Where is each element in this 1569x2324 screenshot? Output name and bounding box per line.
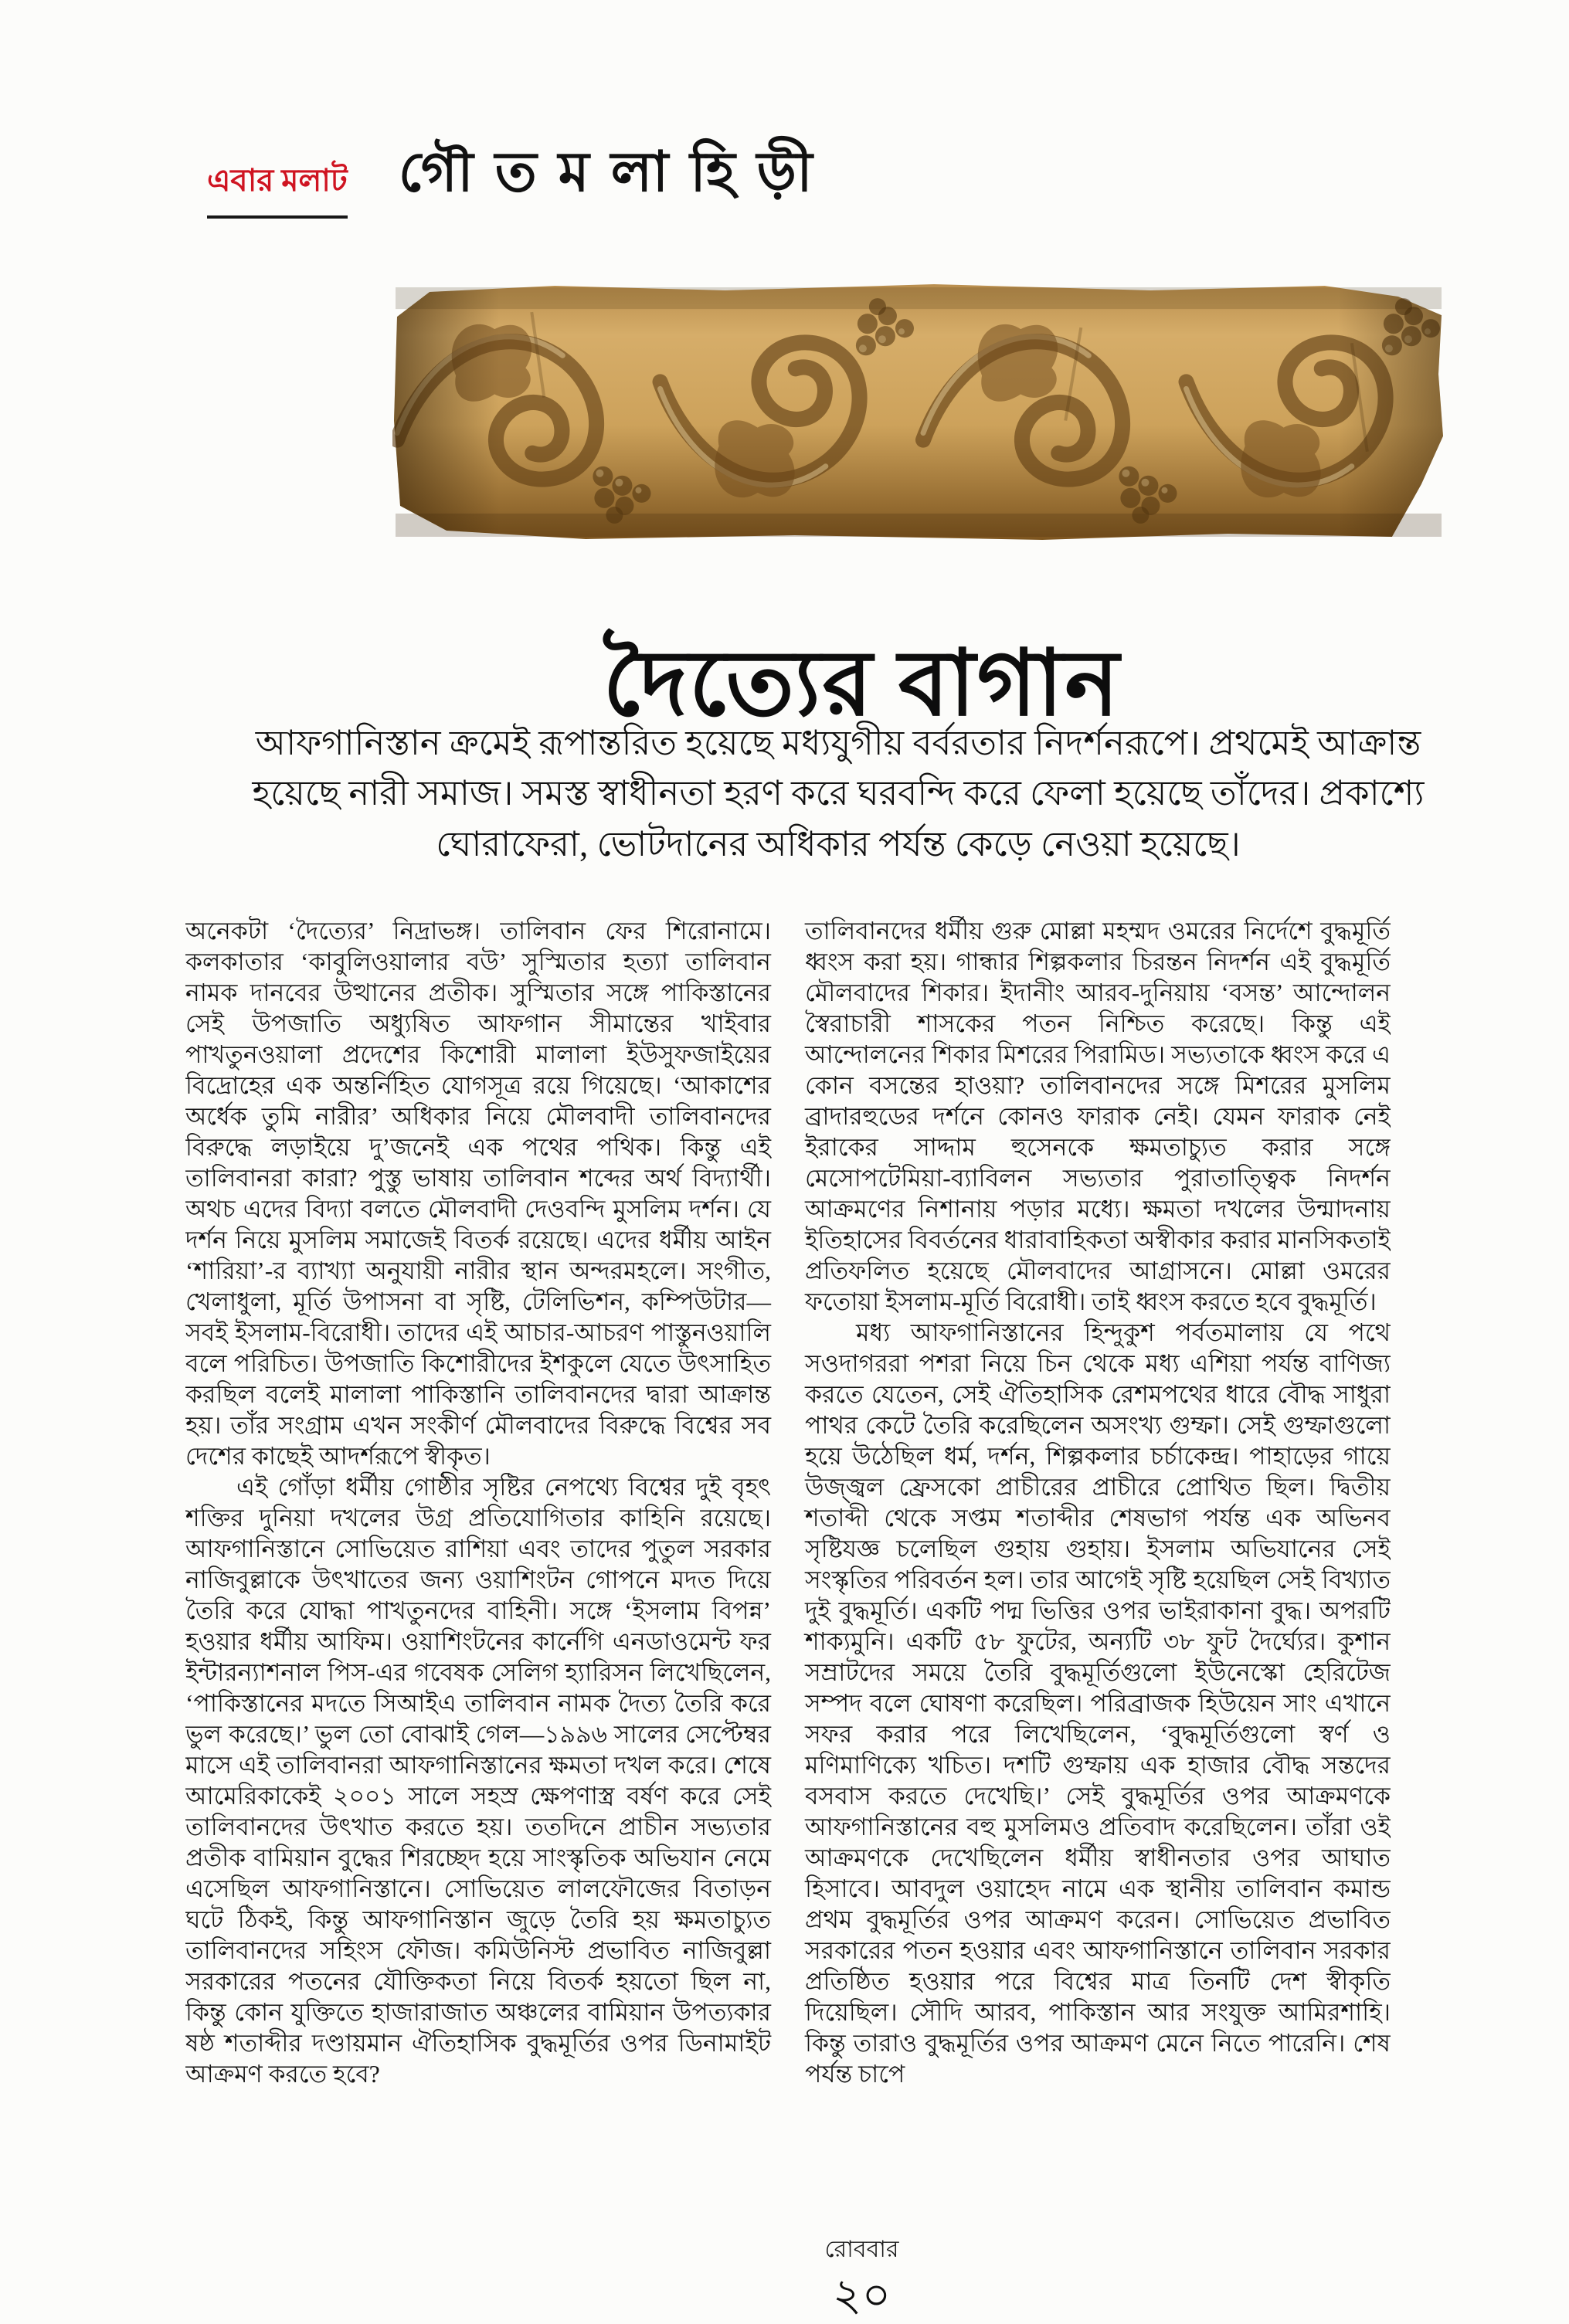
magazine-name: রোববার: [824, 2237, 899, 2262]
headline: দৈত্যের বাগান: [603, 633, 1121, 735]
paragraph: অনেকটা ‘দৈত্যের’ নিদ্রাভঙ্গ। তালিবান ফের শিরোনামে। কলকাতার ‘কাবুলিওয়ালার বউ’ সুস্মিতার হত্যা তালিবান নামক দানবের উত্থানের প্রতীক। সুস্মিতার সঙ্গে পাকিস্তানের সেই উপজাতি অধ্যুষিত আফগান সীমান্তের খাইবার পাখতুনওয়ালা প্রদেশের কিশোরী মালালা ইউসুফজাইয়ের বিদ্রোহের এক অন্তর্নিহিত যোগসূত্র রয়ে গিয়েছে। ‘আকাশের অর্ধেক তুমি নারীর’ অধিকার নিয়ে মৌলবাদী তালিবানদের বিরুদ্ধে লড়াইয়ে দু’জনেই এক পথের পথিক। কিন্তু এই তালিবানরা কারা? পুস্তু ভাষায় তালিবান শব্দের অর্থ বিদ্যার্থী। অথচ এদের বিদ্যা বলতে মৌলবাদী দেওবন্দি মুসলিম দর্শন। যে দর্শন নিয়ে মুসলিম সমাজেই বিতর্ক রয়েছে। এদের ধর্মীয় আইন ‘শারিয়া’-র ব্যাখ্যা অনুযায়ী নারীর স্থান অন্দরমহলে। সংগীত, খেলাধুলা, মূর্তি উপাসনা বা সৃষ্টি, টেলিভিশন, কম্পিউটার—সবই ইসলাম-বিরোধী। তাদের এই আচার-আচরণ পাস্তুনওয়ালি বলে পরিচিত। উপজাতি কিশোরীদের ইশকুলে যেতে উৎসাহিত করছিল বলেই মালালা পাকিস্তানি তালিবানদের দ্বারা আক্রান্ত হয়। তাঁর সংগ্রাম এখন সংকীর্ণ মৌলবাদের বিরুদ্ধে বিশ্বের সব দেশের কাছেই আদর্শরূপে স্বীকৃত।: [185, 918, 771, 1470]
lede-paragraph: আফগানিস্তান ক্রমেই রূপান্তরিত হয়েছে মধ্যযুগীয় বর্বরতার নিদর্শনরূপে। প্রথমেই আক্রান্ত হয়েছে নারী সমাজ। সমস্ত স্বাধীনতা হরণ করে ঘরবন্দি করে ফেলা হয়েছে তাঁদের। প্রকাশ্যে ঘোরাফেরা, ভোটদানের অধিকার পর্যন্ত কেড়ে নেওয়া হয়েছে।: [252, 724, 1425, 863]
page-number: ২০: [832, 2270, 891, 2320]
author-name: গৌ ত ম লা হি ড়ী: [398, 141, 817, 203]
paragraph: মধ্য আফগানিস্তানের হিন্দুকুশ পর্বতমালায় যে পথে সওদাগররা পশরা নিয়ে চিন থেকে মধ্য এশিয়া পর্যন্ত বাণিজ্য করতে যেতেন, সেই ঐতিহাসিক রেশমপথের ধারে বৌদ্ধ সাধুরা পাথর কেটে তৈরি করেছিলেন অসংখ্য গুম্ফা। সেই গুম্ফাগুলো হয়ে উঠেছিল ধর্ম, দর্শন, শিল্পকলার চর্চাকেন্দ্র। পাহাড়ের গায়ে উজ্জ্বল ফ্রেসকো প্রাচীরের প্রাচীরে প্রোথিত ছিল। দ্বিতীয় শতাব্দী থেকে সপ্তম শতাব্দীর শেষভাগ পর্যন্ত এক অভিনব সৃষ্টিযজ্ঞ চলেছিল গুহায় গুহায়। ইসলাম অভিযানের সেই সংস্কৃতির পরিবর্তন হল। তার আগেই সৃষ্টি হয়েছিল সেই বিখ্যাত দুই বুদ্ধমূর্তি। একটি পদ্ম ভিত্তির ওপর ভাইরাকানা বুদ্ধ। অপরটি শাক্যমুনি। একটি ৫৮ ফুটের, অন্যটি ৩৮ ফুট দৈর্ঘ্যের। কুশান সম্রাটদের সময়ে তৈরি বুদ্ধমূর্তিগুলো ইউনেস্কো হেরিটেজ সম্পদ বলে ঘোষণা করেছিল। পরিব্রাজক হিউয়েন সাং এখানে সফর করার পরে লিখেছিলেন, ‘বুদ্ধমূর্তিগুলো স্বর্ণ ও মণিমাণিক্যে খচিত। দশটি গুম্ফায় এক হাজার বৌদ্ধ সন্তদের বসবাস করতে দেখেছি।’ সেই বুদ্ধমূর্তির ওপর আক্রমণকে আফগানিস্তানের বহু মুসলিমও প্রতিবাদ করেছিলেন। তাঁরা ওই আক্রমণকে দেখেছিলেন ধর্মীয় স্বাধীনতার ওপর আঘাত হিসাবে। আবদুল ওয়াহেদ নামে এক স্থানীয় তালিবান কমান্ড প্রথম বুদ্ধমূর্তির ওপর আক্রমণ করেন। সোভিয়েত প্রভাবিত সরকারের পতন হওয়ার এবং আফগানিস্তানে তালিবান সরকার প্রতিষ্ঠিত হওয়ার পরে বিশ্বের মাত্র তিনটি দেশ স্বীকৃতি দিয়েছিল। সৌদি আরব, পাকিস্তান আর সংযুক্ত আমিরশাহি। কিন্তু তারাও বুদ্ধমূর্তির ওপর আক্রমণ মেনে নিতে পারেনি। শেষ পর্যন্ত চাপে: [805, 1319, 1391, 2088]
left-column: [185, 916, 771, 2246]
paragraph: তালিবানদের ধর্মীয় গুরু মোল্লা মহম্মদ ওমরের নির্দেশে বুদ্ধমূর্তি ধ্বংস করা হয়। গান্ধার শিল্পকলার চিরন্তন নিদর্শন এই বুদ্ধমূর্তি মৌলবাদের শিকার। ইদানীং আরব-দুনিয়ায় ‘বসন্ত’ আন্দোলন স্বৈরাচারী শাসকের পতন নিশ্চিত করেছে। কিন্তু এই আন্দোলনের শিকার মিশরের পিরামিড। সভ্যতাকে ধ্বংস করে এ কোন বসন্তের হাওয়া? তালিবানদের সঙ্গে মিশরের মুসলিম ব্রাদারহুডের দর্শনে কোনও ফারাক নেই। যেমন ফারাক নেই ইরাকের সাদ্দাম হুসেনকে ক্ষমতাচ্যুত করার সঙ্গে মেসোপটেমিয়া-ব্যাবিলন সভ্যতার পুরাতাত্ত্বিক নিদর্শন আক্রমণের নিশানায় পড়ার মধ্যে। ক্ষমতা দখলের উন্মাদনায় ইতিহাসের বিবর্তনের ধারাবাহিকতা অস্বীকার করার মানসিকতাই প্রতিফলিত হয়েছে মৌলবাদের আগ্রাসনে। মোল্লা ওমরের ফতোয়া ইসলাম-মূর্তি বিরোধী। তাই ধ্বংস করতে হবে বুদ্ধমূর্তি।: [805, 918, 1391, 1315]
paragraph: এই গোঁড়া ধর্মীয় গোষ্ঠীর সৃষ্টির নেপথ্যে বিশ্বের দুই বৃহৎ শক্তির দুনিয়া দখলের উগ্র প্রতিযোগিতার কাহিনি রয়েছে। আফগানিস্তানে সোভিয়েত রাশিয়া এবং তাদের পুতুল সরকার নাজিবুল্লাকে উৎখাতের জন্য ওয়াশিংটন গোপনে মদত দিয়ে তৈরি করে যোদ্ধা পাখতুনদের বাহিনী। সঙ্গে ‘ইসলাম বিপন্ন’ হওয়ার ধর্মীয় আফিম। ওয়াশিংটনের কার্নেগি এনডাওমেন্ট ফর ইন্টারন্যাশনাল পিস-এর গবেষক সেলিগ হ্যারিসন লিখেছিলেন, ‘পাকিস্তানের মদতে সিআইএ তালিবান নামক দৈত্য তৈরি করে ভুল করেছে।’ ভুল তো বোঝাই গেল—১৯৯৬ সালের সেপ্টেম্বর মাসে এই তালিবানরা আফগানিস্তানের ক্ষমতা দখল করে। শেষে আমেরিকাকেই ২০০১ সালে সহস্র ক্ষেপণাস্ত্র বর্ষণ করে সেই তালিবানদের উৎখাত করতে হয়। ততদিনে প্রাচীন সভ্যতার প্রতীক বামিয়ান বুদ্ধের শিরচ্ছেদ হয়ে সাংস্কৃতিক অভিযান নেমে এসেছিল আফগানিস্তানে। সোভিয়েত লালফৌজের বিতাড়ন ঘটে ঠিকই, কিন্তু আফগানিস্তান জুড়ে তৈরি হয় ক্ষমতাচ্যুত তালিবানদের সহিংস ফৌজ। কমিউনিস্ট প্রভাবিত নাজিবুল্লা সরকারের পতনের যৌক্তিকতা নিয়ে বিতর্ক হয়তো ছিল না, কিন্তু কোন যুক্তিতে হাজারাজাত অঞ্চলের বামিয়ান উপত্যকার ষষ্ঠ শতাব্দীর দণ্ডায়মান ঐতিহাসিক বুদ্ধমূর্তির ওপর ডিনামাইট আক্রমণ করতে হবে?: [185, 1474, 771, 2088]
carved-stone-grapevine-relief-graphic: [392, 281, 1445, 541]
right-column: [805, 916, 1391, 2246]
section-label: এবার মলাট: [207, 156, 348, 219]
article-header: [207, 130, 817, 222]
page-footer: [77, 2231, 1569, 2318]
hero-image: [392, 281, 1445, 541]
article-body: [185, 916, 1391, 2246]
